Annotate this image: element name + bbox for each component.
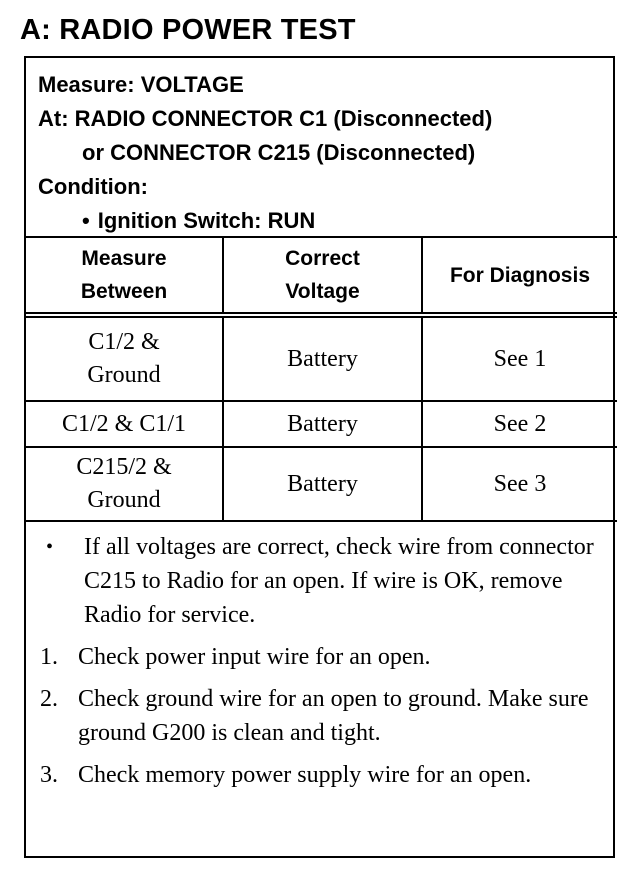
column-header-measure-between: Measure Between <box>26 237 223 315</box>
condition-label: Condition: <box>38 174 148 199</box>
column-header-for-diagnosis: For Diagnosis <box>422 237 617 315</box>
measure-between-cell: C1/2 & C1/1 <box>26 401 223 447</box>
at-line: At: RADIO CONNECTOR C1 (Disconnected) <box>38 106 493 131</box>
bullet-note <box>40 530 599 632</box>
step-number: 2. <box>40 686 58 712</box>
step-text: Check ground wire for an open to ground. Make sure ground G200 is clean and tight. <box>78 686 589 746</box>
page-title: A: RADIO POWER TEST <box>20 14 356 46</box>
diagnosis-notes <box>26 522 613 792</box>
table-row <box>26 315 617 401</box>
condition-item: • Ignition Switch: RUN <box>38 204 613 238</box>
diagnosis-step-1 <box>40 640 599 674</box>
measure-line: Measure: VOLTAGE <box>38 72 244 97</box>
test-conditions <box>26 58 613 236</box>
step-text: Check power input wire for an open. <box>78 644 431 670</box>
diagnosis-cell: See 2 <box>422 401 617 447</box>
bullet-marker: • <box>46 536 54 558</box>
correct-voltage-cell: Battery <box>223 447 422 521</box>
diagnosis-step-2 <box>40 682 599 750</box>
step-text: Check memory power supply wire for an open. <box>78 762 532 788</box>
table-row <box>26 447 617 521</box>
test-box <box>24 56 615 858</box>
correct-voltage-cell: Battery <box>223 315 422 401</box>
step-number: 3. <box>40 762 58 788</box>
measurement-table <box>26 236 617 522</box>
diagnosis-step-3 <box>40 758 599 792</box>
table-header-row <box>26 237 617 315</box>
measure-between-cell: C215/2 & Ground <box>26 447 223 521</box>
correct-voltage-cell: Battery <box>223 401 422 447</box>
at-line-continued: or CONNECTOR C215 (Disconnected) <box>82 140 476 165</box>
step-number: 1. <box>40 644 58 670</box>
column-header-correct-voltage: Correct Voltage <box>223 237 422 315</box>
diagnosis-cell: See 3 <box>422 447 617 521</box>
diagnosis-cell: See 1 <box>422 315 617 401</box>
table-row <box>26 401 617 447</box>
bullet-note-text: If all voltages are correct, check wire from connector C215 to Radio for an open. If wire is OK, remove Radio for service. <box>84 534 594 628</box>
measure-between-cell: C1/2 & Ground <box>26 315 223 401</box>
